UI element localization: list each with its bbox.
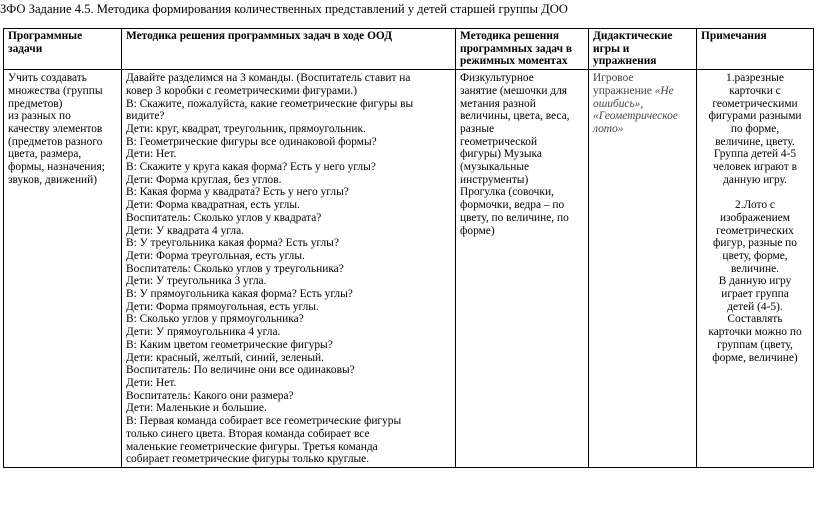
text-line: В: Каким цветом геометрические фигуры?: [126, 338, 333, 351]
text-line: предметов): [8, 97, 63, 110]
cell-didactic-games: [589, 70, 697, 468]
text-line: Дети: Форма квадратная, есть углы.: [126, 199, 300, 212]
text-line: Воспитатель: Сколько углов у квадрата?: [126, 211, 322, 224]
text-line: ковер 3 коробки с геометрическими фигурами.): [126, 84, 357, 97]
text-line: [701, 186, 809, 199]
text-line: Дети: Маленькие и большие.: [126, 402, 267, 415]
text-line: В: Какая форма у квадрата? Есть у него углы?: [126, 186, 349, 199]
text-line: [593, 123, 692, 136]
header-ood-method: Методика решения программных задач в ходе ООД: [122, 29, 456, 70]
text-line: фигурами разными: [708, 110, 802, 123]
methods-table: [3, 28, 814, 468]
text-line: Учить создавать: [8, 72, 87, 85]
text-line: В: Скажите, пожалуйста, какие геометрические фигуры вы: [126, 97, 414, 110]
text-line: Дети: Форма круглая, без углов.: [126, 173, 282, 186]
text-line: из разных по: [8, 110, 71, 123]
text-line: множества (группы: [8, 84, 103, 97]
text-line: Игровое: [593, 72, 634, 85]
text-line: геометрических: [716, 224, 794, 237]
document-title: ЗФО Задание 4.5. Методика формирования количественных представлений у детей старшей группы ДОО: [0, 2, 568, 16]
cell-routine-method: [456, 70, 589, 468]
game-title-fragment: «Не: [654, 84, 674, 97]
text-line: маленькие геометрические фигуры. Третья команда: [126, 440, 378, 453]
text-line: разные: [460, 122, 495, 135]
text-line: инструменты): [460, 173, 529, 186]
text-line: цвета, размера,: [8, 148, 82, 161]
text-line: карточки можно по: [708, 326, 802, 339]
text-line: форме, величине): [712, 351, 798, 364]
text-line: (предметов разного: [8, 135, 103, 148]
text-line: цвету, по величине, по: [460, 211, 569, 224]
text-line: звуков, движений): [8, 173, 98, 186]
game-title-fragment: ошибись»,: [593, 97, 644, 110]
header-didactic-games: Дидактические игры и упражнения: [589, 29, 697, 70]
text-line: В: У треугольника какая форма? Есть углы?: [126, 237, 339, 250]
text-line: Прогулка (совочки,: [460, 186, 554, 199]
text-line: Давайте разделимся на 3 команды. (Воспитатель ставит на: [126, 72, 411, 85]
text-line: геометрической: [460, 135, 538, 148]
text-line: В: У прямоугольника какая форма? Есть углы?: [126, 288, 353, 301]
cell-ood-method: [122, 70, 456, 468]
text-line: В: Геометрические фигуры все одинаковой формы?: [126, 135, 377, 148]
text-line: Воспитатель: По величине они все одинаковы?: [126, 364, 355, 377]
text-line: В: Первая команда собирает все геометрические фигуры: [126, 415, 402, 428]
text-line: только синего цвета. Вторая команда собирает все: [126, 427, 370, 440]
header-routine-method: Методика решения программных задач в режимных моментах: [456, 29, 589, 70]
text-line: Дети: У квадрата 4 угла.: [126, 224, 244, 237]
header-notes: Примечания: [697, 29, 814, 70]
text-line: Воспитатель: Сколько углов у треугольника?: [126, 262, 344, 275]
text-line: Дети: Форма треугольная, есть углы.: [126, 249, 305, 262]
text-line: Составлять: [727, 313, 783, 326]
text-line: Дети: Нет.: [126, 376, 177, 389]
text-line: метания разной: [460, 97, 536, 110]
table-row: [4, 70, 814, 468]
text-line: группам (цвету,: [717, 338, 793, 351]
text-line: цвету, форме,: [722, 249, 788, 262]
text-line: Дети: Нет.: [126, 148, 177, 161]
text-line: форме): [460, 224, 495, 237]
text-line: Дети: У треугольника 3 угла.: [126, 275, 267, 288]
text-line: занятие (мешочки для: [460, 84, 568, 97]
game-title-fragment: «Геометрическое: [593, 110, 678, 123]
cell-program-tasks: [4, 70, 122, 468]
table-header-row: [4, 29, 814, 70]
text-line: величине, цвету.: [715, 135, 795, 148]
text-line: Группа детей 4-5: [713, 148, 797, 161]
text-line: [593, 98, 692, 111]
text-line: Дети: Форма прямоугольная, есть углы.: [126, 300, 319, 313]
text-line: по форме,: [730, 122, 780, 135]
text-line: В данную игру: [718, 275, 792, 288]
text-line: геометрическими: [712, 97, 798, 110]
text-line: данную игру.: [723, 173, 787, 186]
text-line: Воспитатель: Какого они размера?: [126, 389, 294, 402]
text-line: фигур, разные по: [713, 237, 797, 250]
text-line: Дети: красный, желтый, синий, зеленый.: [126, 351, 324, 364]
text-line: (музыкальные: [460, 161, 530, 174]
text-line: величины, цвета, веса,: [460, 110, 570, 123]
text-line: формочки, ведра – по: [460, 199, 565, 212]
text-line: Дети: круг, квадрат, треугольник, прямоугольник.: [126, 122, 366, 135]
text-line: величине.: [731, 262, 779, 275]
text-line: 1.разрезные: [726, 72, 784, 85]
text-line: видите?: [126, 110, 165, 123]
text-line: качеству элементов: [8, 122, 103, 135]
cell-notes: [697, 70, 814, 468]
text-line: играет группа: [721, 288, 789, 301]
text-line: детей (4-5).: [727, 300, 783, 313]
text-line: 2.Лото с: [735, 199, 775, 212]
game-title-fragment: лото»: [593, 122, 624, 135]
text-line: В: Скажите у круга какая форма? Есть у него углы?: [126, 161, 376, 174]
text-line: изображением: [719, 211, 790, 224]
text-line: В: Сколько углов у прямоугольника?: [126, 313, 304, 326]
text-line: Физкультурное: [460, 72, 534, 85]
text-line: собирает геометрические фигуры только круглые.: [126, 453, 370, 466]
text-line: [593, 85, 692, 98]
text-line: Дети: У прямоугольника 4 угла.: [126, 326, 281, 339]
text-line: формы, назначения;: [8, 161, 105, 174]
text-fragment: упражнение: [593, 84, 655, 97]
text-line: карточки с: [729, 84, 781, 97]
text-line: фигуры) Музыка: [460, 148, 542, 161]
text-line: [593, 110, 692, 123]
text-line: человек играют в: [713, 161, 797, 174]
header-program-tasks: Программные задачи: [4, 29, 122, 70]
